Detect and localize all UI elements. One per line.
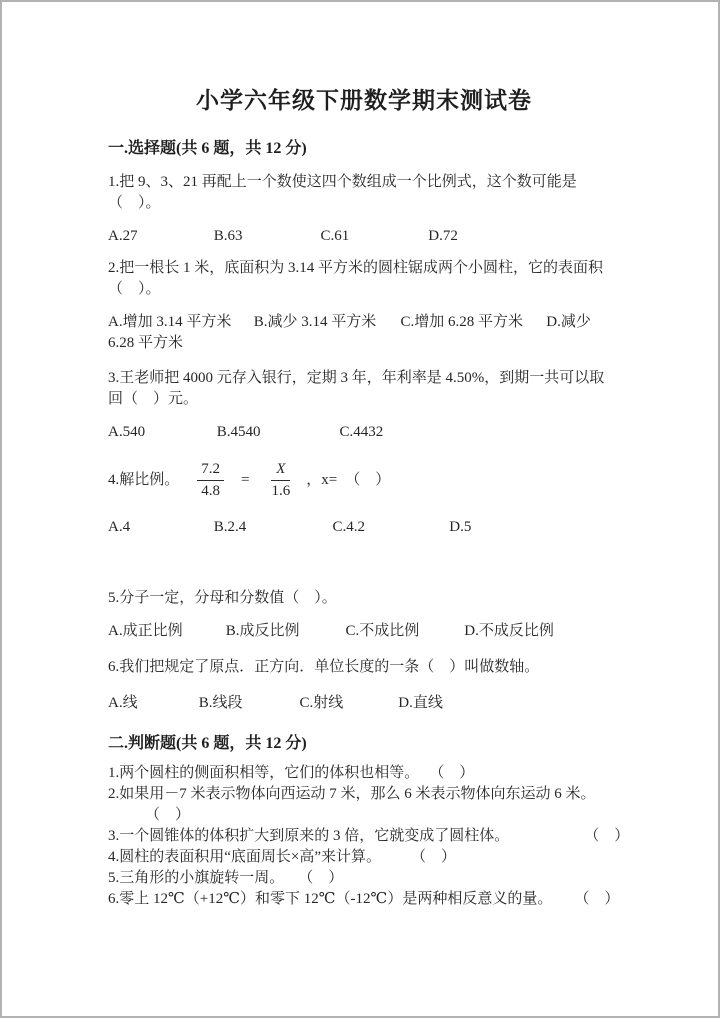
question-1-text: 1.把 9、3、21 再配上一个数使这四个数组成一个比例式，这个数可能是 — [108, 174, 577, 190]
question-5-option-c: C.不成比例 — [345, 623, 420, 639]
question-3-text: 3.王老师把 4000 元存入银行，定期 3 年，年利率是 4.50%，到期一共可以取 — [108, 370, 605, 386]
question-2-option-b: B.减少 3.14 平方米 — [253, 314, 377, 330]
question-6-option-c: C.射线 — [299, 695, 344, 711]
question-2-blank: （ ）。 — [108, 281, 161, 297]
judgment-item-2 — [108, 784, 620, 826]
judgment-4-text: 4.圆柱的表面积用“底面周长×高”来计算。 — [108, 849, 382, 865]
question-6 — [108, 657, 620, 678]
question-2-options — [108, 312, 620, 333]
question-2 — [108, 258, 620, 300]
question-1-option-d: D.72 — [428, 228, 458, 244]
judgment-1-answer-blank: （ ） — [429, 765, 475, 781]
question-2-option-c: C.增加 6.28 平方米 — [400, 314, 524, 330]
judgment-3-text: 3.一个圆锥体的体积扩大到原来的 3 倍，它就变成了圆柱体。 — [108, 828, 510, 844]
question-2-option-d: D.减少 — [546, 314, 591, 330]
judgment-item-5 — [108, 868, 620, 889]
judgment-3-answer-blank: （ ） — [584, 828, 630, 844]
question-3-blank: 回（ ）元。 — [108, 391, 199, 407]
judgment-6-answer-blank: （ ） — [574, 891, 620, 907]
question-1-option-a: A.27 — [108, 228, 138, 244]
judgment-item-4 — [108, 847, 620, 868]
question-1-option-c: C.61 — [320, 228, 350, 244]
question-6-text: 6.我们把规定了原点．正方向．单位长度的一条（ ）叫做数轴。 — [108, 659, 540, 675]
question-1 — [108, 172, 620, 214]
question-3-options — [108, 422, 620, 443]
fraction-left — [197, 460, 224, 501]
judgment-5-answer-blank: （ ） — [298, 870, 344, 886]
judgment-2-text: 2.如果用－7 米表示物体向西运动 7 米，那么 6 米表示物体向东运动 6 米。 — [108, 786, 596, 802]
question-1-option-b: B.63 — [213, 228, 243, 244]
question-5-options — [108, 621, 620, 642]
judgment-5-text: 5.三角形的小旗旋转一周。 — [108, 870, 285, 886]
section2-heading: 二.判断题(共 6 题，共 12 分) — [108, 735, 307, 752]
question-1-options — [108, 226, 620, 247]
question-3-option-c: C.4432 — [339, 424, 384, 440]
question-5-option-b: B.成反比例 — [225, 623, 300, 639]
judgment-list — [108, 763, 630, 910]
judgment-item-3 — [108, 826, 630, 847]
question-2-option-d-wrap: 6.28 平方米 — [108, 335, 184, 351]
judgment-4-answer-blank: （ ） — [411, 849, 457, 865]
question-3-option-a: A.540 — [108, 424, 146, 440]
question-4-option-d: D.5 — [449, 519, 472, 535]
equals-sign: = — [241, 472, 250, 488]
question-5-option-a: A.成正比例 — [108, 623, 183, 639]
fraction-right-denominator: 1.6 — [271, 483, 291, 499]
question-4-options — [108, 517, 620, 538]
question-4-x-equals: ，x= — [306, 472, 338, 488]
question-4 — [108, 460, 620, 501]
question-4-option-b: B.2.4 — [213, 519, 247, 535]
judgment-item-1 — [108, 763, 620, 784]
question-4-option-c: C.4.2 — [332, 519, 366, 535]
question-6-option-d: D.直线 — [398, 695, 443, 711]
question-4-option-a: A.4 — [108, 519, 131, 535]
question-5-option-d: D.不成反比例 — [464, 623, 554, 639]
question-4-text: 4.解比例。 — [108, 472, 180, 488]
fraction-right-numerator: X — [271, 460, 290, 481]
fraction-left-numerator: 7.2 — [197, 460, 224, 481]
section1-heading: 一.选择题(共 6 题，共 12 分) — [108, 140, 307, 157]
question-4-blank: （ ） — [345, 472, 391, 488]
question-3 — [108, 368, 620, 410]
fraction-right — [271, 460, 290, 501]
question-2-text: 2.把一根长 1 米，底面积为 3.14 平方米的圆柱锯成两个小圆柱，它的表面积 — [108, 260, 604, 276]
question-5 — [108, 588, 620, 609]
judgment-1-text: 1.两个圆柱的侧面积相等，它们的体积也相等。 — [108, 765, 420, 781]
question-1-blank: （ ）。 — [108, 195, 161, 211]
question-6-options — [108, 693, 620, 714]
judgment-2-answer-blank: （ ） — [145, 807, 191, 823]
question-2-option-a: A.增加 3.14 平方米 — [108, 314, 232, 330]
question-5-text: 5.分子一定，分母和分数值（ ）。 — [108, 590, 337, 606]
judgment-item-6 — [108, 889, 620, 910]
judgment-6-text: 6.零上 12℃（+12℃）和零下 12℃（-12℃）是两种相反意义的量。 — [108, 891, 553, 907]
question-3-option-b: B.4540 — [216, 424, 261, 440]
question-6-option-a: A.线 — [108, 695, 138, 711]
fraction-left-denominator: 4.8 — [201, 483, 221, 499]
question-6-option-b: B.线段 — [198, 695, 243, 711]
page-title: 小学六年级下册数学期末测试卷 — [196, 88, 532, 113]
